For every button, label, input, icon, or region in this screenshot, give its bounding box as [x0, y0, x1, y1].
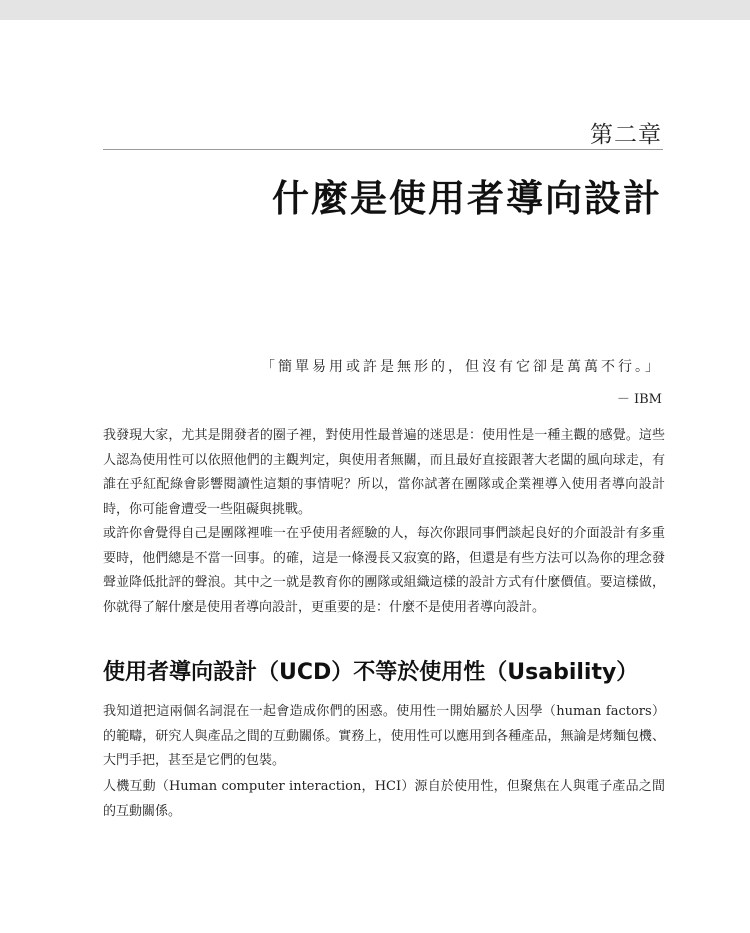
epigraph-attribution: － IBM: [616, 392, 662, 407]
section-heading: 使用者導向設計（UCD）不等於使用性（Usability）: [103, 660, 639, 685]
epigraph-quote: 「簡單易用或許是無形的，但沒有它卻是萬萬不行。」: [261, 359, 662, 375]
chapter-label: 第二章: [590, 122, 662, 148]
page-top-bar: [0, 0, 750, 20]
section-paragraph-1: 我知道把這兩個名詞混在一起會造成你們的困惑。使用性一開始屬於人因學（human factors）的範疇，研究人與產品之間的互動關係。實務上，使用性可以應用到各種產品，無論是烤麵包機、大門手把，甚至是它們的包裝。: [103, 704, 665, 768]
section-paragraph-2: 人機互動（Human computer interaction，HCI）源自於使用性，但聚焦在人與電子產品之間的互動關係。: [103, 779, 665, 819]
chapter-divider: [103, 149, 663, 150]
body-paragraph-2: 或許你會覺得自己是團隊裡唯一在乎使用者經驗的人，每次你跟同事們談起良好的介面設計有多重要時，他們總是不當一回事。的確，這是一條漫長又寂寞的路，但還是有些方法可以為你的理念發聲並降低批評的聲浪。其中之一就是教育你的團隊或組織這樣的設計方式有什麼價值。要這樣做，你就得了解什麼是使用者導向設計，更重要的是：什麼不是使用者導向設計。: [103, 526, 665, 615]
body-paragraph-1: 我發現大家，尤其是開發者的圈子裡，對使用性最普遍的迷思是：使用性是一種主觀的感覺。這些人認為使用性可以依照他們的主觀判定，與使用者無關，而且最好直接跟著大老闆的風向球走，有誰在乎紅配綠會影響閱讀性這類的事情呢？所以，當你試著在團隊或企業裡導入使用者導向設計時，你可能會遭受一些阻礙與挑戰。: [103, 428, 665, 517]
chapter-title: 什麼是使用者導向設計: [272, 177, 662, 220]
